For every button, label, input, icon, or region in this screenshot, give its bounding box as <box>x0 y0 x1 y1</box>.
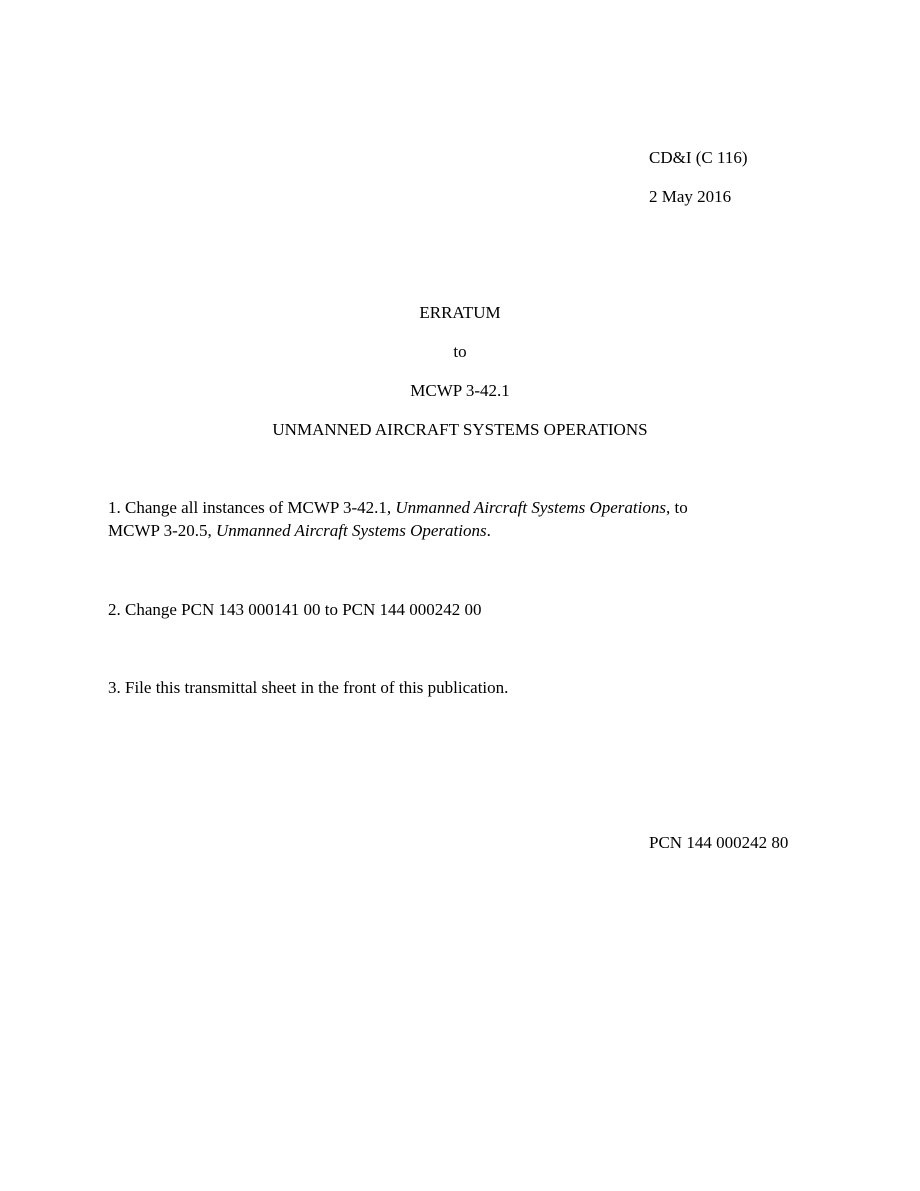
title-publication-number: MCWP 3-42.1 <box>410 381 510 400</box>
item-2: 2. Change PCN 143 000141 00 to PCN 144 000242 00 <box>108 600 482 619</box>
title-erratum: ERRATUM <box>419 303 501 322</box>
footer-pcn: PCN 144 000242 80 <box>649 833 789 852</box>
item-1-italic-title-2: Unmanned Aircraft Systems Operations <box>216 521 487 540</box>
organization-code: CD&I (C 116) <box>649 148 748 167</box>
item-1 <box>108 496 808 542</box>
title-publication-name: UNMANNED AIRCRAFT SYSTEMS OPERATIONS <box>272 420 648 439</box>
item-1-suffix: . <box>486 521 491 540</box>
item-1-prefix: 1. Change all instances of MCWP 3-42.1, <box>108 498 396 517</box>
item-1-middle: , to <box>665 498 688 517</box>
document-date: 2 May 2016 <box>649 187 732 206</box>
item-1-italic-title: Unmanned Aircraft Systems Operations <box>395 498 666 517</box>
item-1-line2-prefix: MCWP 3-20.5, <box>108 521 216 540</box>
title-to: to <box>453 342 467 361</box>
item-3: 3. File this transmittal sheet in the front of this publication. <box>108 678 509 697</box>
